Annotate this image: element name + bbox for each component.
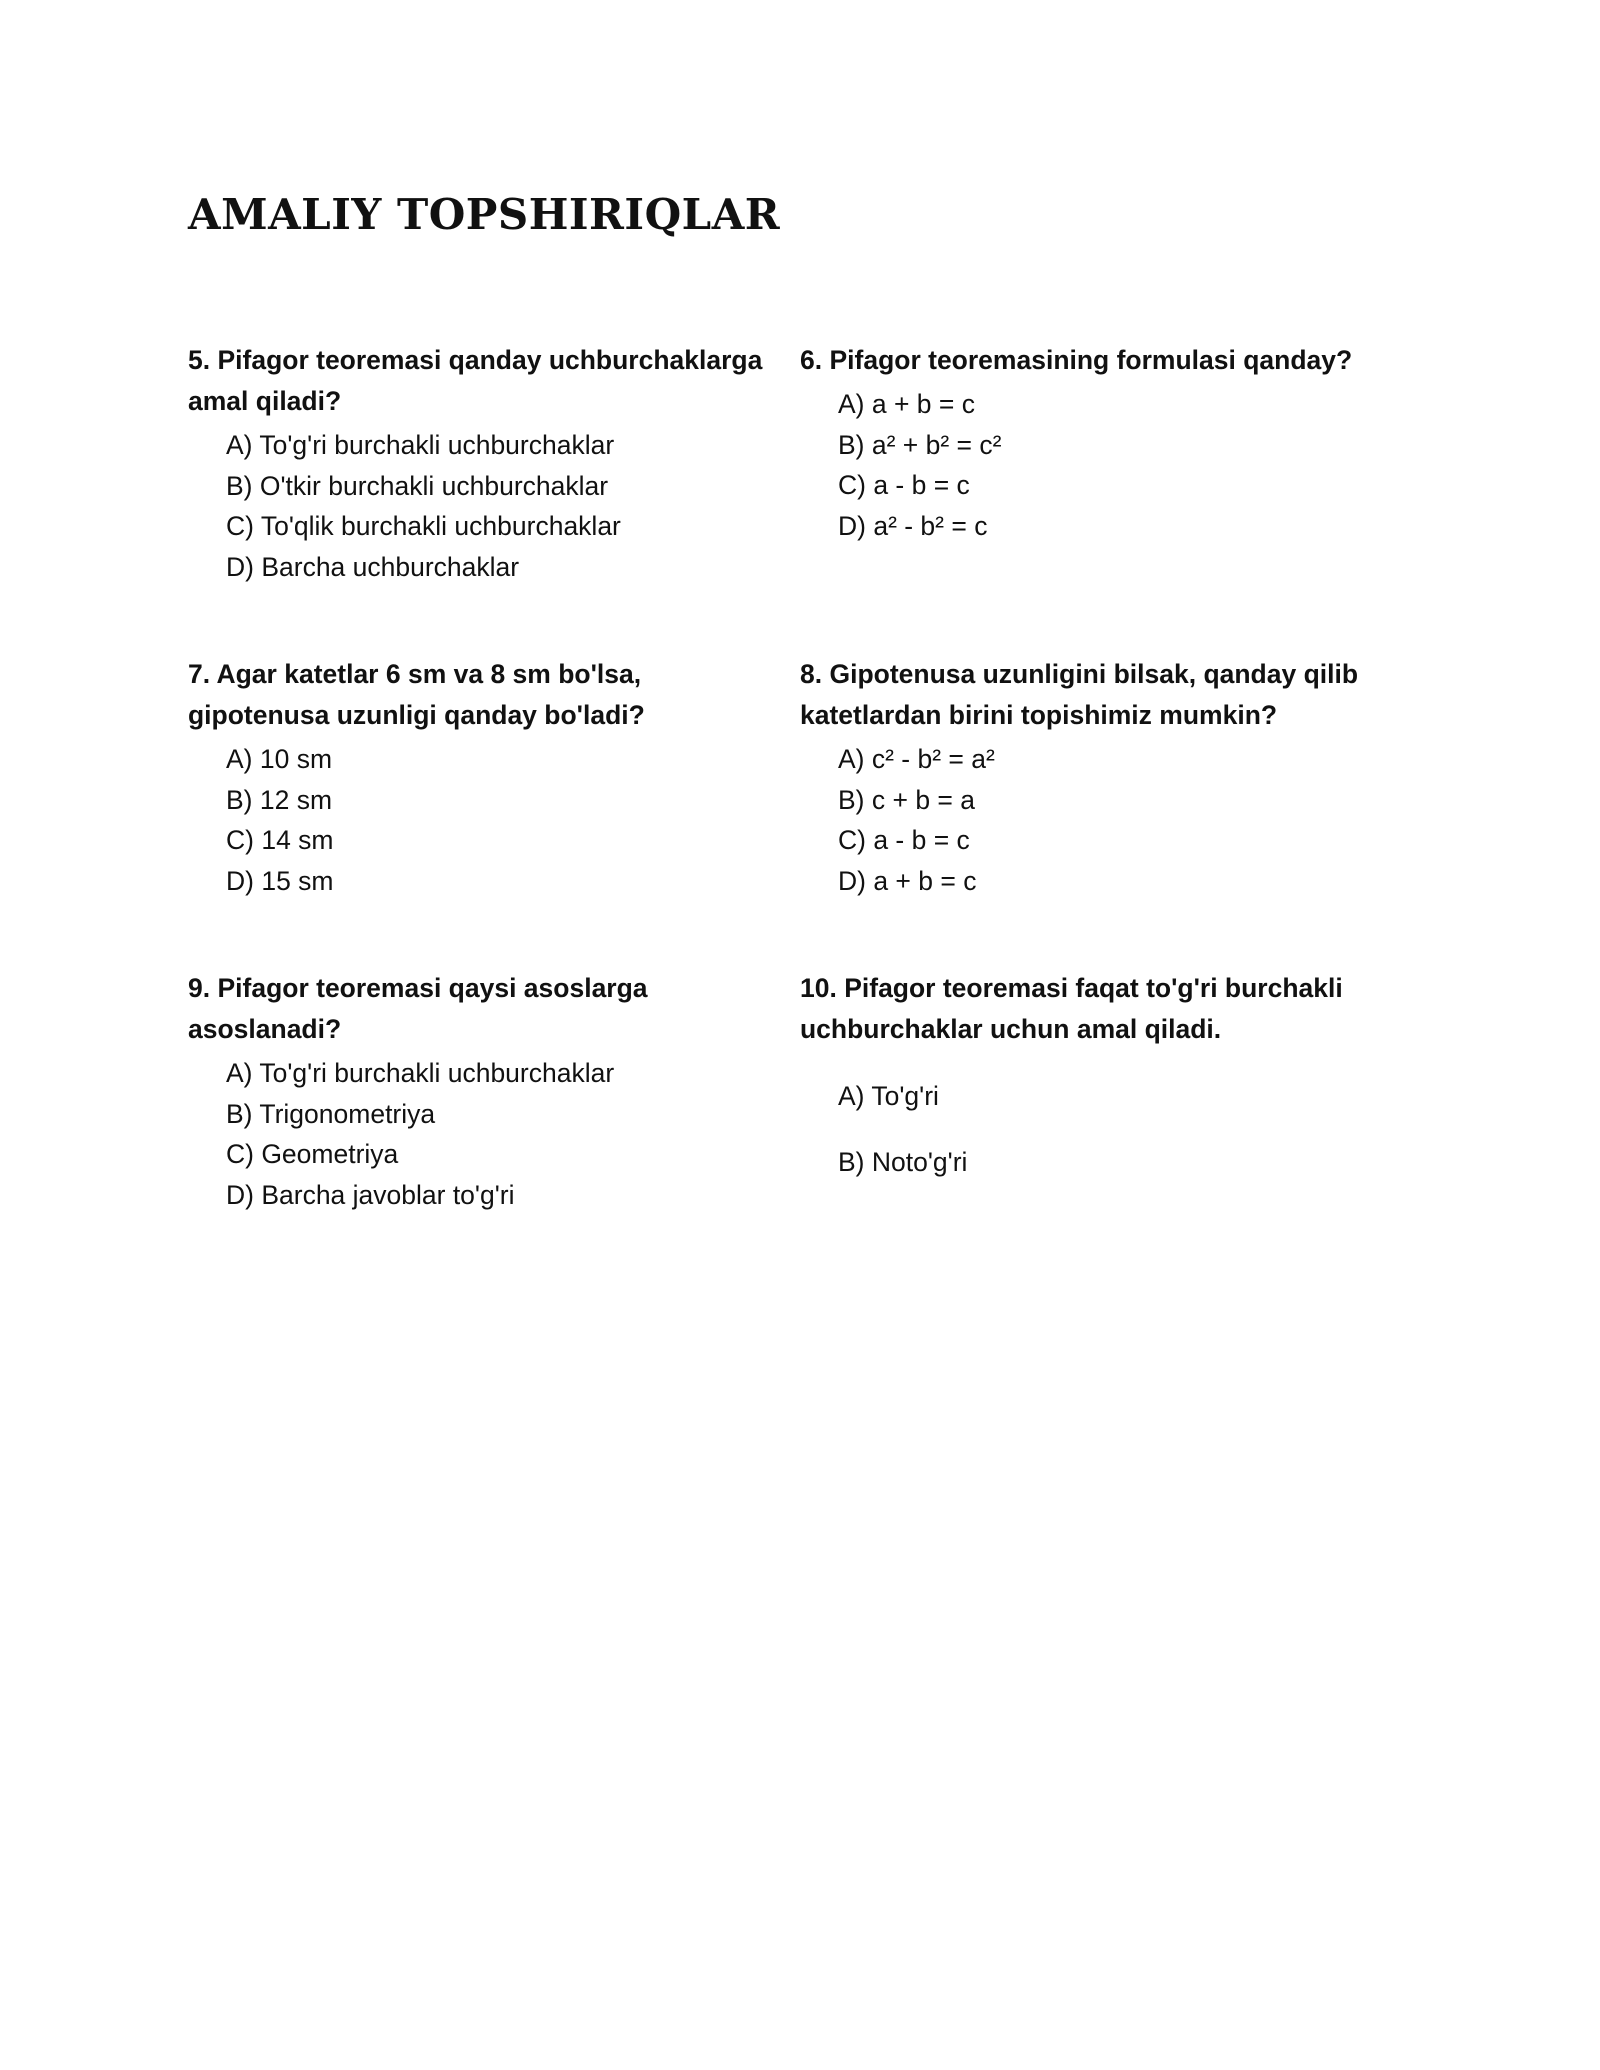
question-text: 5. Pifagor teoremasi qanday uchburchaklarga amal qiladi? <box>188 345 763 416</box>
option-list <box>838 739 1408 901</box>
question-grid <box>188 340 1408 1215</box>
option-list <box>226 425 800 587</box>
option-a: A) To'g'ri burchakli uchburchaklar <box>226 430 615 460</box>
option-list <box>226 739 800 901</box>
page-title: AMALIY TOPSHIRIQLAR <box>188 190 781 239</box>
option-c: C) a - b = c <box>838 470 970 500</box>
question-text: 8. Gipotenusa uzunligini bilsak, qanday qilib katetlardan birini topishimiz mumkin? <box>800 659 1359 730</box>
option-b: B) Noto'g'ri <box>838 1147 968 1177</box>
question-10 <box>800 968 1408 1215</box>
question-8 <box>800 654 1408 968</box>
option-c: C) To'qlik burchakli uchburchaklar <box>226 511 621 541</box>
question-9 <box>188 968 800 1215</box>
question-text: 9. Pifagor teoremasi qaysi asoslarga asoslanadi? <box>188 973 648 1044</box>
option-a: A) c² - b² = a² <box>838 744 995 774</box>
option-b: B) Trigonometriya <box>226 1098 436 1129</box>
option-c: C) a - b = c <box>838 825 970 855</box>
option-c: C) Geometriya <box>226 1139 399 1169</box>
option-a: A) 10 sm <box>226 744 333 774</box>
question-text: 10. Pifagor teoremasi faqat to'g'ri burchakli uchburchaklar uchun amal qiladi. <box>800 973 1343 1044</box>
option-b: B) c + b = a <box>838 784 975 815</box>
option-d: D) 15 sm <box>226 865 334 896</box>
option-a: A) a + b = c <box>838 389 975 419</box>
option-b: B) a² + b² = c² <box>838 429 1002 460</box>
option-b: B) 12 sm <box>226 784 333 815</box>
question-6 <box>800 340 1408 654</box>
option-d: D) Barcha uchburchaklar <box>226 551 520 582</box>
question-text: 6. Pifagor teoremasining formulasi qanday? <box>800 345 1353 375</box>
option-c: C) 14 sm <box>226 825 334 855</box>
option-a: A) To'g'ri <box>838 1081 939 1111</box>
option-d: D) a² - b² = c <box>838 510 988 541</box>
question-text: 7. Agar katetlar 6 sm va 8 sm bo'lsa, gipotenusa uzunligi qanday bo'ladi? <box>188 659 645 730</box>
option-list <box>838 1076 1408 1182</box>
option-a: A) To'g'ri burchakli uchburchaklar <box>226 1058 615 1088</box>
option-d: D) Barcha javoblar to'g'ri <box>226 1179 515 1210</box>
option-b: B) O'tkir burchakli uchburchaklar <box>226 470 609 501</box>
question-7 <box>188 654 800 968</box>
option-list <box>838 384 1408 546</box>
option-d: D) a + b = c <box>838 865 977 896</box>
option-list <box>226 1053 800 1215</box>
question-5 <box>188 340 800 654</box>
